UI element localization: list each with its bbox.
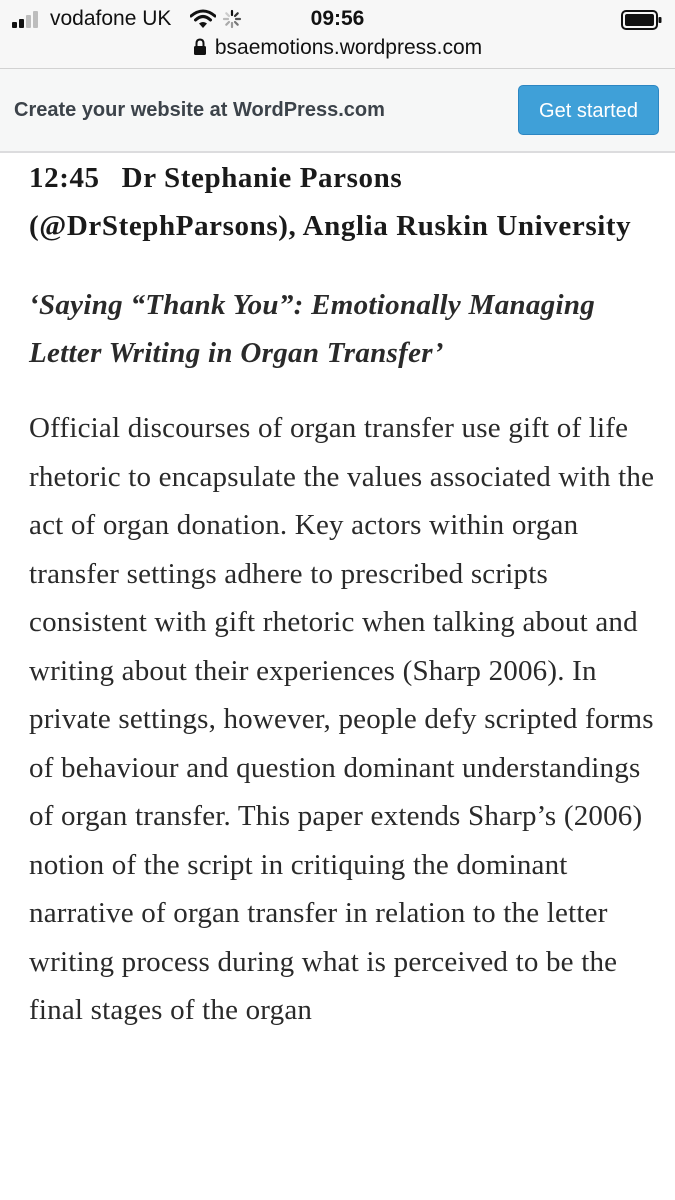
lock-icon — [193, 38, 207, 56]
clock: 09:56 — [310, 7, 365, 30]
abstract-text: Official discourses of organ transfer use gift of life rhetoric to encapsulate the values associated with the act of organ donation. Key actors within organ transfer settings adhere to prescribed scripts consistent with gift rhetoric when talking about and writing about their experiences (Sharp 2006). In private settings, however, people defy scripted forms of behaviour and question dominant understandings of organ transfer. This paper extends Sharp’s (2006) notion of the script in critiquing the dominant narrative of organ transfer in relation to the letter writing process during what is perceived to be the final stages of the organ — [29, 412, 655, 1026]
article-body — [29, 152, 659, 1035]
battery-icon — [621, 10, 663, 30]
speaker-name: Dr Stephanie Parsons (@DrStephParsons), Anglia Ruskin University — [29, 162, 632, 242]
session-time: 12:45 — [29, 162, 100, 194]
url-text: bsaemotions.wordpress.com — [214, 36, 483, 59]
talk-title: ‘Saying “Thank You”: Emotionally Managing Letter Writing in Organ Transfer’ — [29, 289, 596, 369]
carrier-name: vodafone UK — [50, 7, 172, 30]
status-row — [0, 6, 675, 32]
wordpress-banner — [0, 69, 675, 153]
address-bar[interactable] — [0, 34, 675, 62]
banner-text[interactable]: Create your website at WordPress.com — [14, 99, 385, 121]
session-heading — [29, 152, 659, 250]
get-started-button[interactable]: Get started — [518, 85, 659, 135]
status-bar — [0, 0, 675, 68]
